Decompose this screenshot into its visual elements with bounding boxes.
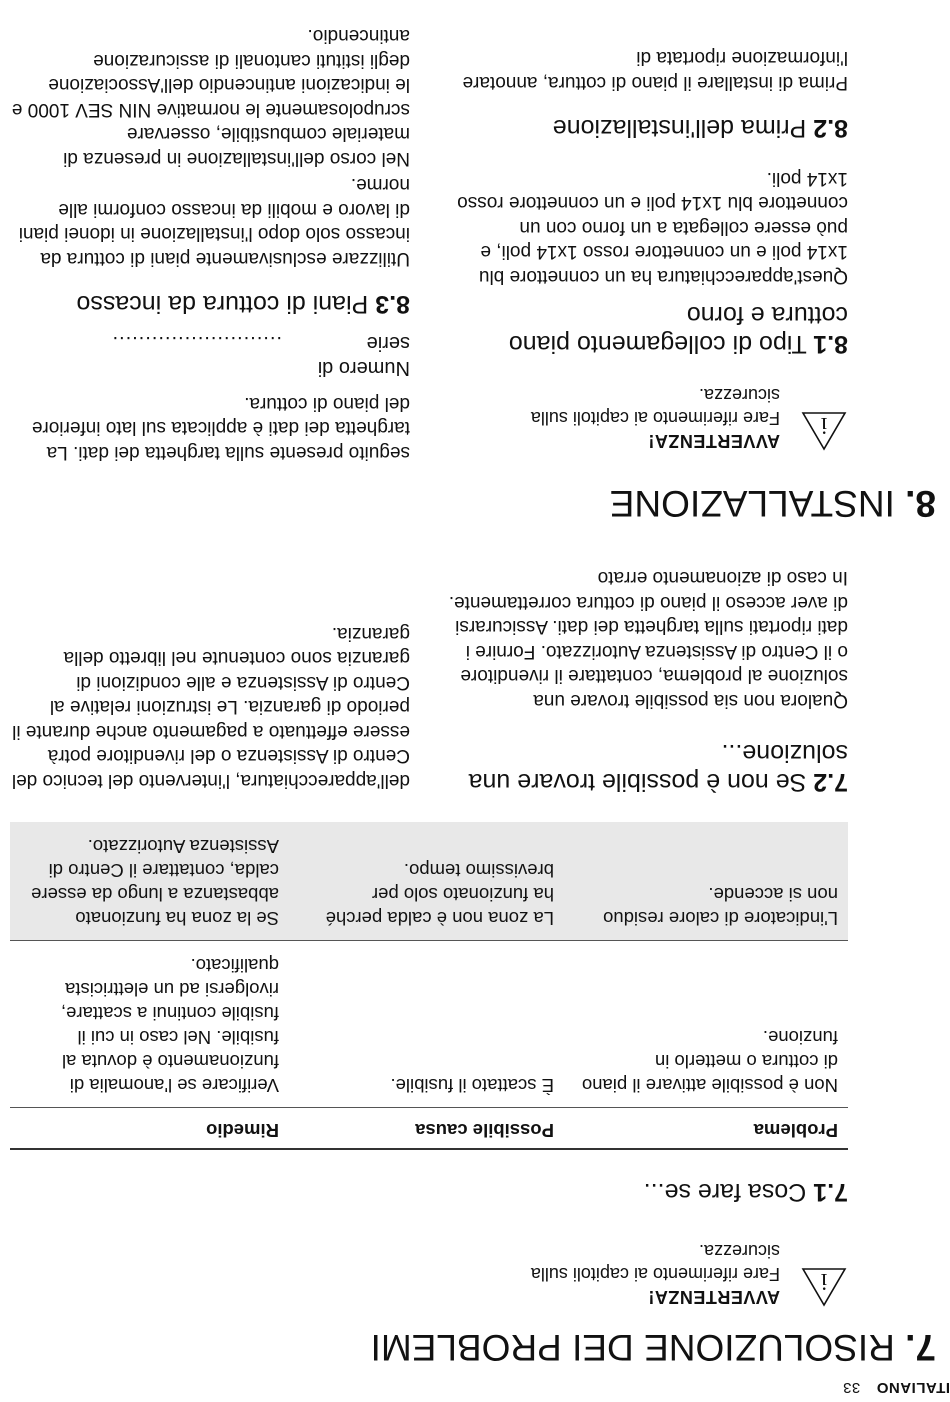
section-7-1-heading bbox=[644, 1177, 848, 1206]
section-7-1-number: 7.1 bbox=[813, 1178, 848, 1206]
warning-title-1: AVVERTENZA! bbox=[647, 1287, 780, 1307]
section-8-1-paragraph: Quest'apparecchiatura ha un connettore blu 1x14 poli e un connettore rosso 1x14 poli, e può essere collegata a un forno con un connettore blu 1x14 poli e un connettore rosso 1x14 poli. bbox=[457, 168, 848, 287]
serial-number-dots: .......................... bbox=[111, 332, 282, 354]
svg-text:i: i bbox=[820, 412, 828, 438]
serial-number-field bbox=[10, 330, 410, 380]
section-8-3-heading bbox=[76, 289, 410, 318]
section-8-2-heading bbox=[553, 113, 848, 142]
section-7-2-paragraph: Qualora non sia possibile trovare una soluzione al problema, contattare il rivenditore o il Centro di Assistenza Autorizzato. Fornire i dati riportati sulla targhetta dei dati. Assicurarsi di aver acceso il piano di cottura correttamente. In caso di azionamento errato bbox=[448, 567, 848, 711]
section-7-2-title: Se non è possibile trovare una soluzione... bbox=[468, 739, 848, 796]
table-header-row bbox=[10, 1108, 848, 1150]
table-header-problema: Problema bbox=[564, 1108, 848, 1150]
table-cell: Non è possibile attivare il piano di cottura o metterlo in funzione. bbox=[564, 941, 848, 1108]
header-language: ITALIANO bbox=[876, 1379, 950, 1396]
section-8-3-paragraph-2: Nel corso dell'installazione in presenza di materiale combustibile, osservare scrupolosamente le normative NIN SEV 1000 e le indicazioni antincendio dell'Associazione degli istituti cantonali di assicurazione antincendio. bbox=[11, 25, 410, 169]
section-8-number: 8. bbox=[905, 483, 936, 524]
serial-number-label: Numero di serie bbox=[317, 332, 410, 379]
table-cell: L'indicatore di calore residuo non si accende. bbox=[564, 822, 848, 941]
section-7-heading bbox=[16, 1327, 936, 1366]
section-8-2-paragraph: Prima di installare il piano di cottura, annotare l'informazione riportata di bbox=[462, 47, 848, 93]
section-8-heading bbox=[610, 483, 936, 522]
section-7-2-number: 7.2 bbox=[813, 768, 848, 796]
page-header bbox=[843, 1379, 950, 1396]
table-cell: È scattato il fusibile. bbox=[289, 941, 564, 1108]
table-cell: La zona non è calda perché ha funzionato solo per brevissimo tempo. bbox=[289, 822, 564, 941]
table-header-rimedio: Rimedio bbox=[10, 1108, 289, 1150]
section-8-2-continued: seguito presente sulla targhetta dei dati. La targhetta dei dati è applicata sul lato inferiore del piano di cottura. bbox=[31, 393, 410, 463]
section-7-title: RISOLUZIONE DEI PROBLEMI bbox=[370, 1327, 895, 1368]
warning-text-2: Fare riferimento ai capitoli sulla sicurezza. bbox=[530, 385, 780, 428]
section-7-2-continued: dell'apparecchiatura, l'intervento del tecnico del Centro di Assistenza o del rivenditore potrà essere effettuato a pagamento anche durante il periodo di garanzia. Le istruzioni relative al Centro di Assistenza e alle condizioni di garanzia sono contenute nel libretto della garanzia. bbox=[11, 623, 410, 791]
section-7-1-title: Cosa fare se... bbox=[643, 1178, 807, 1206]
section-8-1-number: 8.1 bbox=[813, 330, 848, 358]
table-header-causa: Possibile causa bbox=[289, 1108, 564, 1150]
section-8-1-heading bbox=[458, 301, 848, 359]
svg-text:i: i bbox=[820, 1268, 828, 1294]
section-7-number: 7. bbox=[905, 1327, 936, 1368]
section-7-2-heading bbox=[448, 739, 848, 797]
warning-triangle-icon bbox=[800, 1266, 848, 1308]
section-8-3-paragraph-1: Utilizzare esclusivamente piani di cottura da incasso solo dopo l'installazione in idonei piani di lavoro e mobili da incasso conformi alle norme. bbox=[18, 174, 410, 269]
section-8-title: INSTALLAZIONE bbox=[609, 483, 895, 524]
warning-title-2: AVVERTENZA! bbox=[647, 431, 780, 451]
warning-text-1: Fare riferimento ai capitoli sulla sicurezza. bbox=[530, 1241, 780, 1284]
table-cell: Verificare se l'anomalia di funzionamento è dovuta al fusibile. Nel caso in cui il fusibile continui a scattare, rivolgersi ad un elettricista qualificato. bbox=[10, 941, 289, 1108]
troubleshooting-table bbox=[10, 822, 848, 1150]
warning-triangle-icon bbox=[800, 410, 848, 452]
warning-box-1 bbox=[448, 1239, 848, 1308]
section-8-1-title: Tipo di collegamento piano cottura e forno bbox=[508, 301, 848, 358]
section-8-2-number: 8.2 bbox=[813, 114, 848, 142]
warning-box-2 bbox=[448, 383, 848, 452]
page-number: 33 bbox=[842, 1379, 861, 1396]
section-8-2-title: Prima dell'installazione bbox=[552, 114, 807, 142]
table-cell: Se la zona ha funzionato abbastanza a lungo da essere calda, contattare il Centro di Assistenza Autorizzato. bbox=[10, 822, 289, 941]
section-8-3-title: Piani di cottura da incasso bbox=[76, 290, 369, 318]
table-row bbox=[10, 941, 848, 1108]
section-8-3-number: 8.3 bbox=[375, 290, 410, 318]
table-row bbox=[10, 822, 848, 941]
